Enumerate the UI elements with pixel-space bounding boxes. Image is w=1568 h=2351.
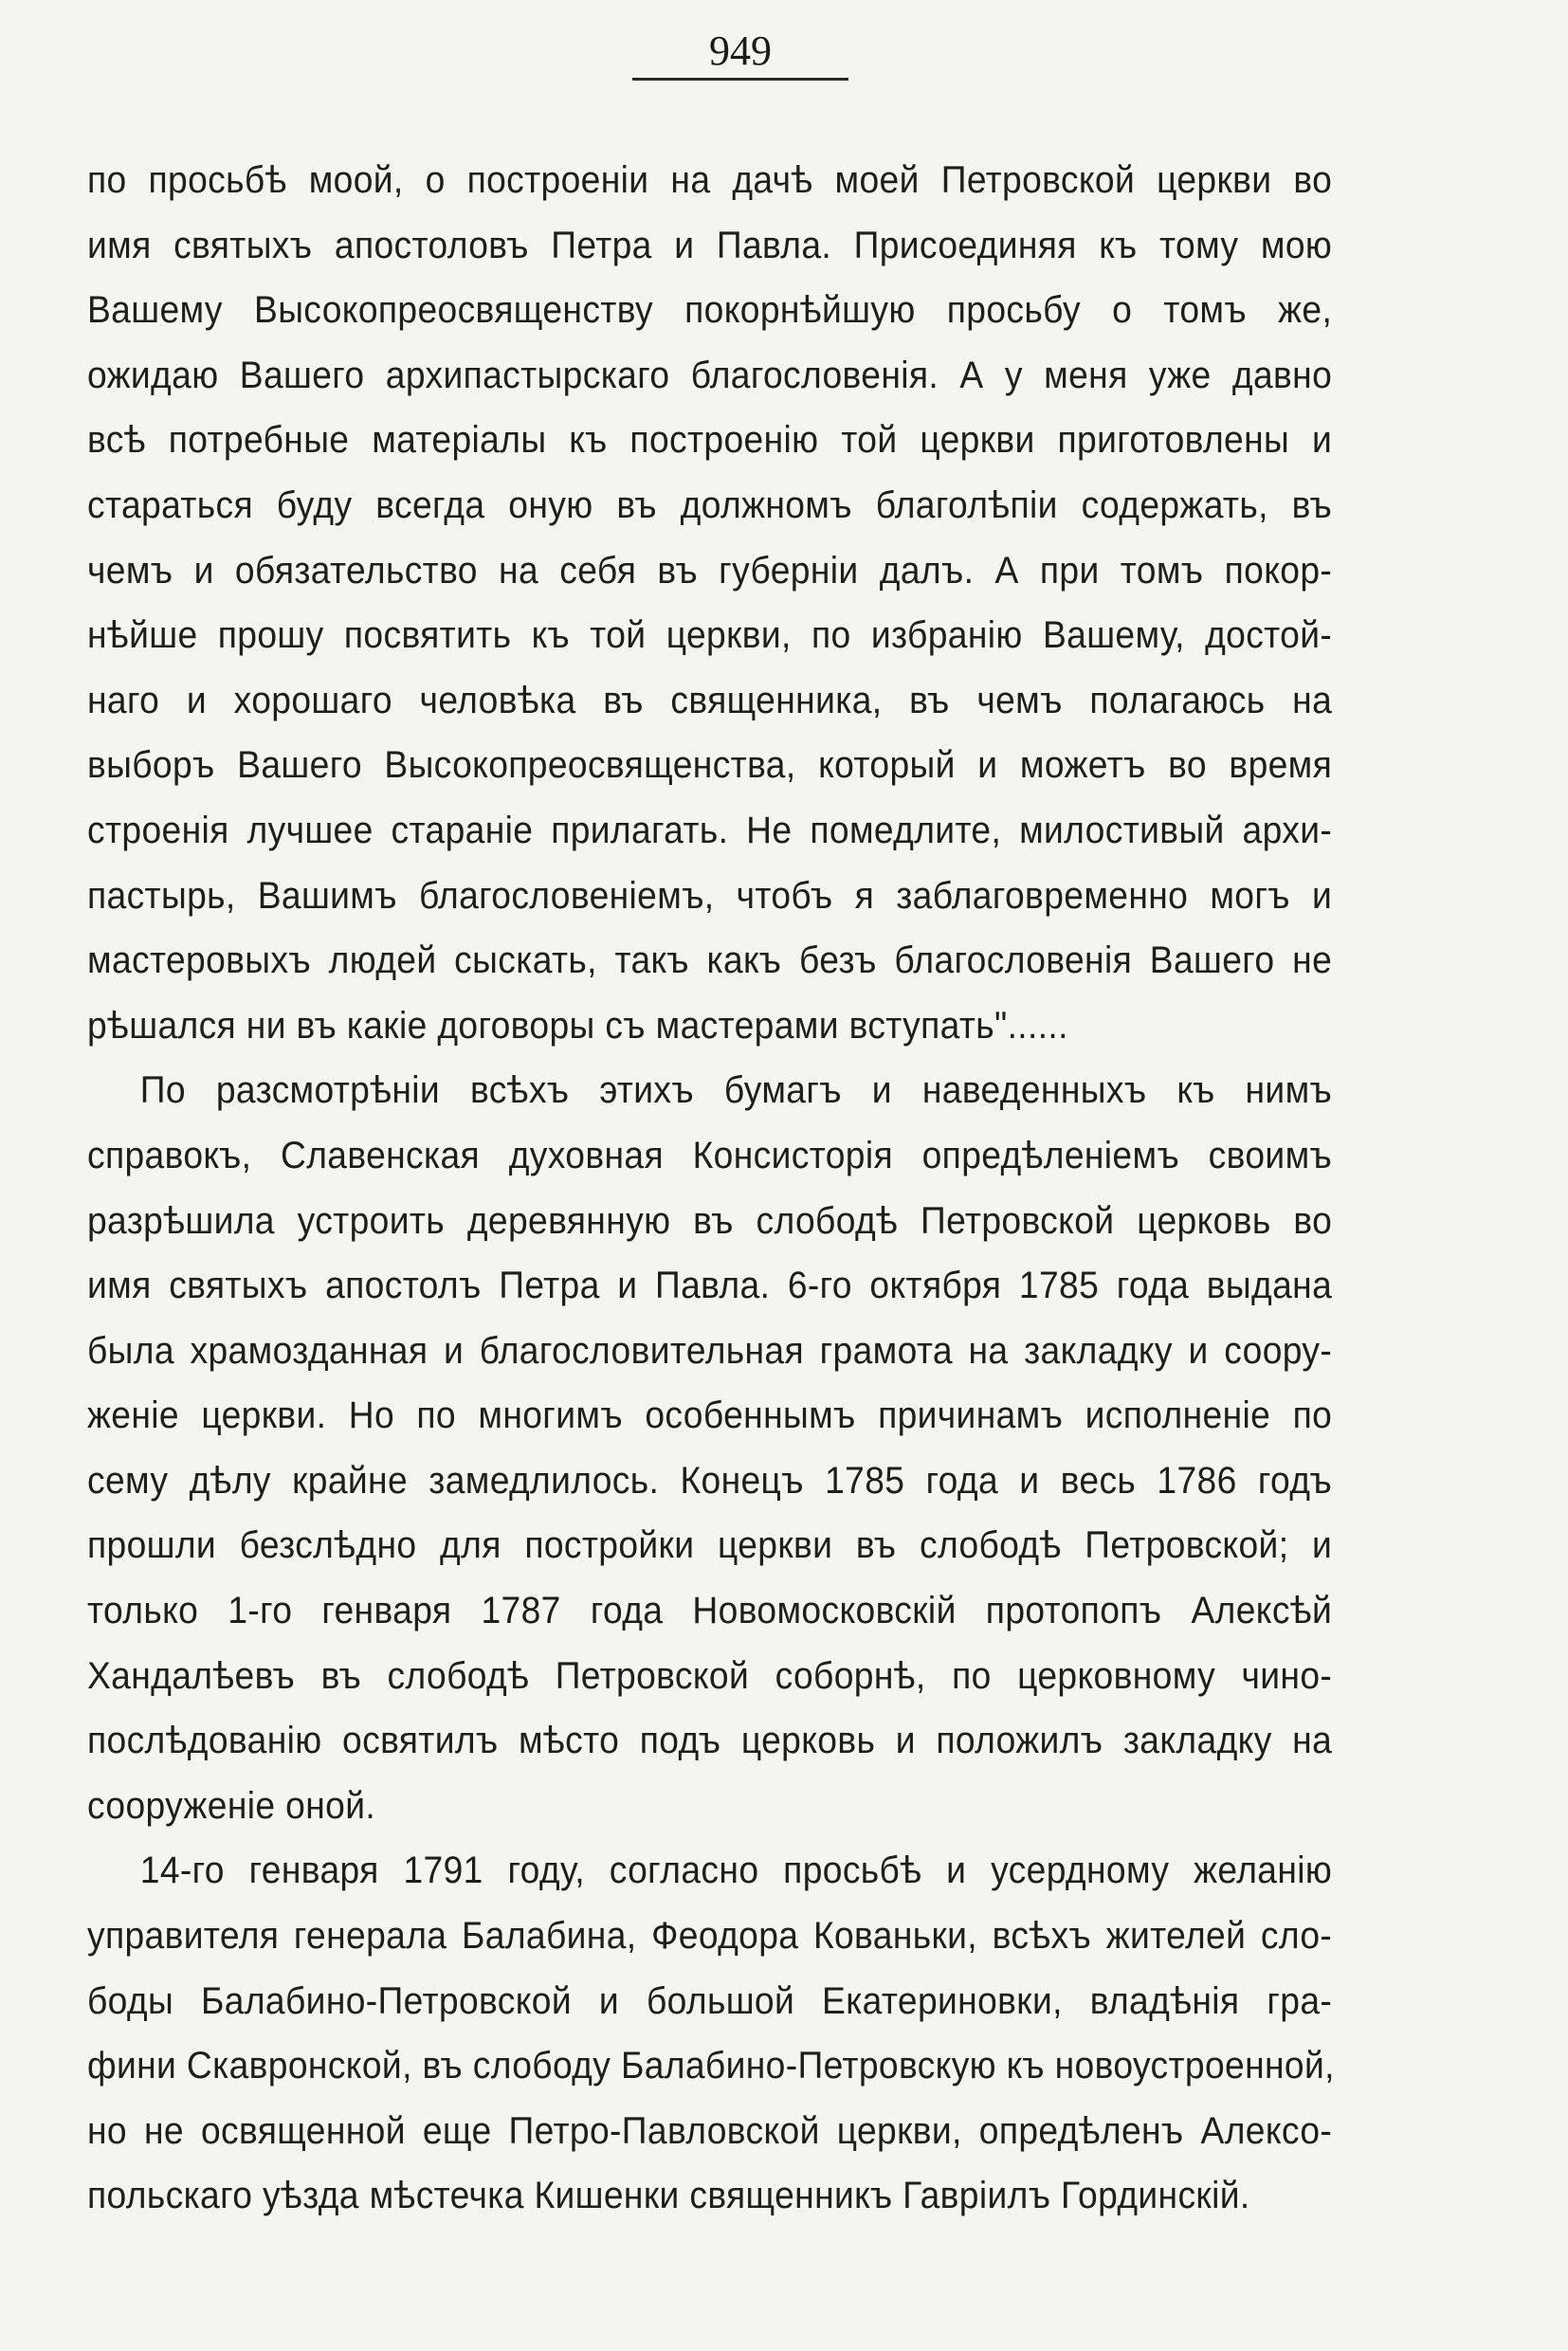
text-line: справокъ, Славенская духовная Консисторія опредѣленіемъ своимъ — [87, 1134, 1333, 1176]
page-number-rule — [632, 78, 848, 81]
text-line: имя святыхъ апостоловъ Петра и Павла. Присоединяя къ тому мою — [87, 224, 1333, 266]
text-line: послѣдованію освятилъ мѣсто подъ церковь и положилъ закладку на — [87, 1720, 1333, 1762]
text-line: выборъ Вашего Высокопреосвященства, который и можетъ во время — [87, 744, 1333, 787]
text-line: но не освященной еще Петро-Павловской церкви, опредѣленъ Алексо- — [87, 2109, 1333, 2152]
text-line: была храмозданная и благословительная грамота на закладку и соору- — [87, 1329, 1333, 1372]
text-line: По разсмотрѣніи всѣхъ этихъ бумагъ и наведенныхъ къ нимъ — [139, 1069, 1333, 1112]
text-line: ожидаю Вашего архипастырскаго благословенія. А у меня уже давно — [87, 354, 1333, 396]
text-line: наго и хорошаго человѣка въ священника, въ чемъ полагаюсь на — [87, 679, 1333, 721]
text-line: женіе церкви. Но по многимъ особеннымъ причинамъ исполненіе по — [87, 1394, 1333, 1437]
body-text — [87, 148, 1426, 2229]
text-line: только 1-го генваря 1787 года Новомосковскій протопопъ Алексѣй — [87, 1590, 1333, 1632]
text-line: сему дѣлу крайне замедлилось. Конецъ 1785 года и весь 1786 годъ — [87, 1459, 1333, 1502]
text-line: сооруженіе оной. — [87, 1784, 376, 1827]
text-line: Вашему Высокопреосвященству покорнѣйшую просьбу о томъ же, — [87, 289, 1333, 332]
text-line: мастеровыхъ людей сыскать, такъ какъ безъ благословенія Вашего не — [87, 939, 1333, 982]
text-line: Хандалѣевъ въ слободѣ Петровской соборнѣ, по церковному чино- — [87, 1654, 1333, 1697]
text-line: по просьбѣ моой, о построеніи на дачѣ моей Петровской церкви во — [87, 159, 1333, 201]
text-line: пастырь, Вашимъ благословеніемъ, чтобъ я заблаговременно могъ и — [87, 874, 1333, 917]
text-line: нѣйше прошу посвятить къ той церкви, по избранію Вашему, достой- — [87, 614, 1333, 657]
page-number: 949 — [709, 27, 772, 74]
text-line: разрѣшила устроить деревянную въ слободѣ Петровской церковь во — [87, 1199, 1333, 1242]
text-line: строенія лучшее стараніе прилагать. Не помедлите, милостивый архи- — [87, 809, 1333, 851]
paragraph — [87, 1838, 1426, 2229]
text-line: чемъ и обязательство на себя въ губерніи далъ. А при томъ покор- — [87, 549, 1333, 592]
text-line: рѣшался ни въ какіе договоры съ мастерами вступать"...... — [87, 1004, 1068, 1047]
paragraph — [87, 1058, 1426, 1838]
text-line: боды Балабино-Петровской и большой Екатериновки, владѣнія гра- — [87, 1979, 1333, 2022]
text-line: управителя генерала Балабина, Феодора Кованьки, всѣхъ жителей сло- — [87, 1915, 1333, 1958]
page-header — [0, 0, 1568, 95]
text-line: польскаго уѣзда мѣстечка Кишенки священникъ Гавріилъ Гординскій. — [87, 2175, 1250, 2217]
paragraph — [87, 148, 1426, 1058]
text-line: стараться буду всегда оную въ должномъ благолѣпіи содержать, въ — [87, 483, 1333, 526]
text-line: фини Скавронской, въ слободу Балабино-Петровскую къ новоустроенной, — [87, 2045, 1335, 2087]
text-line: прошли безслѣдно для постройки церкви въ слободѣ Петровской; и — [87, 1524, 1333, 1567]
text-line: всѣ потребные матеріалы къ построенію той церкви приготовлены и — [87, 419, 1333, 462]
text-line: 14-го генваря 1791 году, согласно просьбѣ и усердному желанію — [139, 1850, 1333, 1892]
text-line: имя святыхъ апостолъ Петра и Павла. 6-го октября 1785 года выдана — [87, 1265, 1333, 1307]
